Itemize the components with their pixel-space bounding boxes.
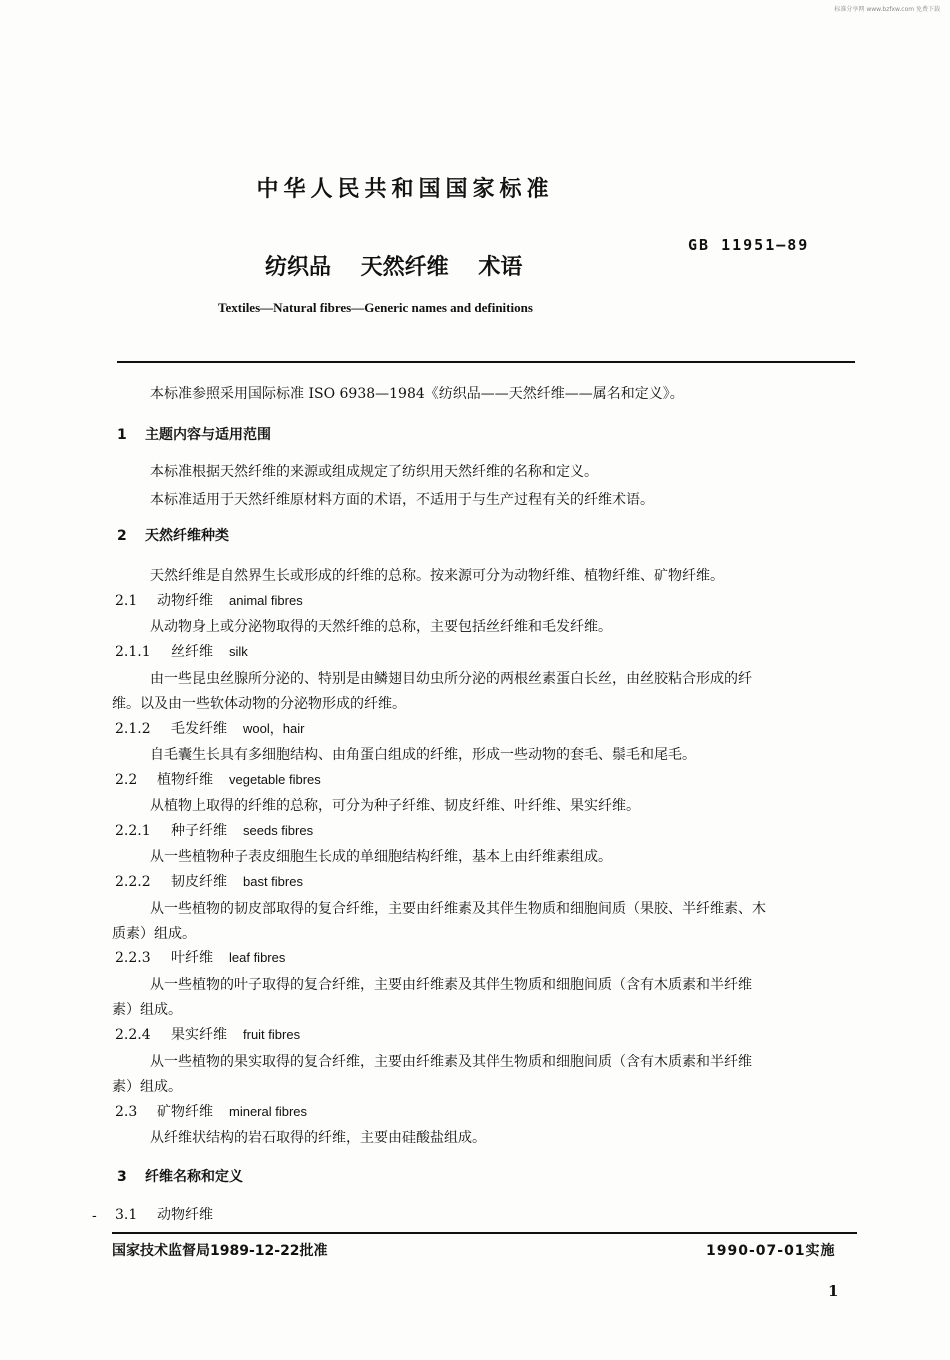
approval-date: 国家技术监督局1989-12-22批准 (112, 1243, 328, 1259)
term-number: 2.2.1 (115, 823, 151, 839)
term-cn: 韧皮纤维 (171, 874, 227, 890)
term-2-3 (115, 1101, 307, 1121)
title-chinese: 纺织品 天然纤维 术语 (265, 255, 523, 280)
term-2-2-2 (115, 871, 303, 891)
implementation-date: 1990-07-01实施 (706, 1243, 836, 1259)
term-2-1-1 (115, 641, 248, 661)
term-2-1-1-definition-line-1: 由一些昆虫丝腺所分泌的、特别是由鳞翅目幼虫所分泌的两根丝素蛋白长丝，由丝胶粘合形成的纤 (150, 671, 752, 687)
term-number: 2.2.4 (115, 1027, 151, 1043)
term-cn: 动物纤维 (157, 1207, 213, 1223)
section-title: 主题内容与适用范围 (145, 427, 271, 443)
section-2-paragraph: 天然纤维是自然界生长或形成的纤维的总称。按来源可分为动物纤维、植物纤维、矿物纤维。 (150, 568, 724, 584)
term-2-1-definition: 从动物身上或分泌物取得的天然纤维的总称，主要包括丝纤维和毛发纤维。 (150, 619, 612, 635)
term-2-2-2-definition-line-1: 从一些植物的韧皮部取得的复合纤维，主要由纤维素及其伴生物质和细胞间质（果胶、半纤维素、木 (150, 901, 766, 917)
footer-rule (112, 1232, 857, 1234)
term-en: bast fibres (243, 874, 303, 889)
standard-number: GB 11951—89 (688, 236, 810, 254)
term-2-2-4-definition-line-1: 从一些植物的果实取得的复合纤维，主要由纤维素及其伴生物质和细胞间质（含有木质素和半纤维 (150, 1054, 752, 1070)
title-english: Textiles—Natural fibres—Generic names and definitions (218, 300, 533, 315)
term-cn: 叶纤维 (171, 950, 213, 966)
term-en: vegetable fibres (229, 772, 321, 787)
term-2-2-2-definition-line-2: 质素）组成。 (112, 926, 196, 942)
term-2-1-2 (115, 718, 304, 738)
term-en: leaf fibres (229, 950, 286, 965)
watermark: 标准分享网 www.bzfxw.com 免费下载 (834, 6, 940, 13)
term-number: 2.2.2 (115, 874, 151, 890)
section-title: 纤维名称和定义 (145, 1169, 243, 1185)
margin-mark: - (92, 1208, 97, 1224)
section-1-heading (117, 424, 271, 444)
section-1-paragraph-2: 本标准适用于天然纤维原材料方面的术语，不适用于与生产过程有关的纤维术语。 (150, 492, 654, 508)
term-cn: 种子纤维 (171, 823, 227, 839)
intro-paragraph: 本标准参照采用国际标准 ISO 6938—1984《纺织品——天然纤维——属名和定义》。 (150, 386, 684, 402)
term-en: seeds fibres (243, 823, 314, 838)
term-2-2-1-definition: 从一些植物种子表皮细胞生长成的单细胞结构纤维，基本上由纤维素组成。 (150, 849, 612, 865)
term-en: animal fibres (229, 593, 303, 608)
term-cn: 动物纤维 (157, 593, 213, 609)
section-number: 1 (117, 427, 127, 443)
term-number: 2.1.2 (115, 721, 151, 737)
section-2-heading (117, 525, 229, 545)
term-cn: 丝纤维 (171, 644, 213, 660)
term-en: mineral fibres (229, 1104, 308, 1119)
term-3-1 (115, 1204, 213, 1224)
section-3-heading (117, 1166, 243, 1186)
term-number: 2.1 (115, 593, 138, 609)
term-number: 3.1 (115, 1207, 138, 1223)
term-en: silk (229, 644, 248, 659)
term-2-3-definition: 从纤维状结构的岩石取得的纤维，主要由硅酸盐组成。 (150, 1130, 486, 1146)
header-rule (117, 361, 855, 363)
term-2-1-2-definition: 自毛囊生长具有多细胞结构、由角蛋白组成的纤维，形成一些动物的套毛、鬃毛和尾毛。 (150, 747, 696, 763)
term-2-2-1 (115, 820, 313, 840)
term-2-2-3 (115, 947, 285, 967)
page-number: 1 (828, 1282, 839, 1300)
term-2-1 (115, 590, 303, 610)
term-2-1-1-definition-line-2: 维。以及由一些软体动物的分泌物形成的纤维。 (112, 696, 406, 712)
term-number: 2.2.3 (115, 950, 151, 966)
term-cn: 毛发纤维 (171, 721, 227, 737)
term-2-2-3-definition-line-1: 从一些植物的叶子取得的复合纤维，主要由纤维素及其伴生物质和细胞间质（含有木质素和半纤维 (150, 977, 752, 993)
term-en: wool，hair (243, 721, 305, 736)
term-2-2-3-definition-line-2: 素）组成。 (112, 1002, 182, 1018)
term-2-2-definition: 从植物上取得的纤维的总称，可分为种子纤维、韧皮纤维、叶纤维、果实纤维。 (150, 798, 640, 814)
term-en: fruit fibres (243, 1027, 301, 1042)
term-number: 2.3 (115, 1104, 138, 1120)
term-number: 2.1.1 (115, 644, 151, 660)
term-2-2-4 (115, 1024, 300, 1044)
term-cn: 果实纤维 (171, 1027, 227, 1043)
section-number: 3 (117, 1169, 127, 1185)
section-title: 天然纤维种类 (145, 528, 229, 544)
term-2-2-4-definition-line-2: 素）组成。 (112, 1079, 182, 1095)
section-number: 2 (117, 528, 127, 544)
national-standard-heading: 中华人民共和国国家标准 (256, 177, 554, 202)
term-2-2 (115, 769, 321, 789)
term-cn: 植物纤维 (157, 772, 213, 788)
term-cn: 矿物纤维 (157, 1104, 213, 1120)
term-number: 2.2 (115, 772, 138, 788)
section-1-paragraph-1: 本标准根据天然纤维的来源或组成规定了纺织用天然纤维的名称和定义。 (150, 464, 598, 480)
